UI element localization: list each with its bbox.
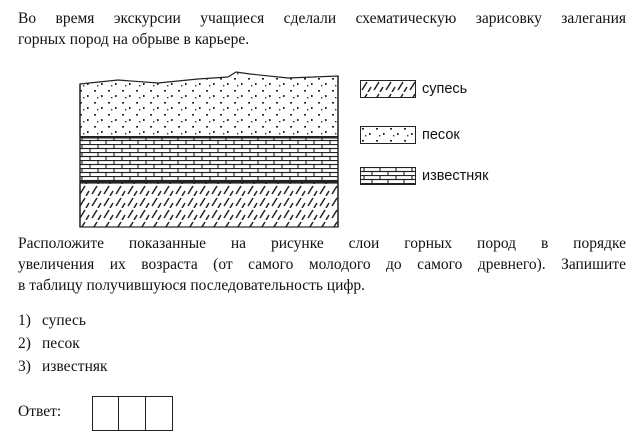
legend-label-pesok: песок (422, 127, 460, 143)
option-text: супесь (42, 312, 86, 329)
option-text: песок (42, 335, 80, 352)
sandy-loam-layer (80, 183, 338, 227)
answer-label: Ответ: (18, 403, 62, 420)
brick-pattern-icon (360, 167, 416, 185)
answer-cell-2[interactable] (118, 396, 146, 431)
option-1 (18, 312, 86, 330)
option-number: 1) (18, 312, 31, 329)
intro-line-1: Во время экскурсии учащиеся сделали схематическую зарисовку залегания (18, 10, 626, 27)
answer-table (93, 396, 173, 431)
option-3 (18, 358, 108, 376)
rock-layers-diagram (78, 64, 340, 228)
sand-layer (80, 72, 338, 137)
limestone-layer (80, 138, 338, 182)
intro-line-2: горных пород на обрыве в карьере. (18, 31, 250, 48)
task-line-2: увеличения их возраста (от самого молодого до самого древнего). Запишите (18, 256, 626, 273)
legend-label-supes: супесь (422, 81, 468, 97)
option-number: 3) (18, 358, 31, 375)
answer-cell-3[interactable] (145, 396, 173, 431)
task-line-1: Расположите показанные на рисунке слои горных пород в порядке (18, 235, 626, 252)
legend-label-izvestnyak: известняк (422, 168, 489, 184)
option-number: 2) (18, 335, 31, 352)
option-2 (18, 335, 80, 353)
task-line-3: в таблицу получившуюся последовательность цифр. (18, 277, 366, 294)
diagonal-dash-pattern-icon (360, 80, 416, 98)
dot-pattern-icon (360, 126, 416, 144)
option-text: известняк (42, 358, 108, 375)
answer-cell-1[interactable] (92, 396, 120, 431)
